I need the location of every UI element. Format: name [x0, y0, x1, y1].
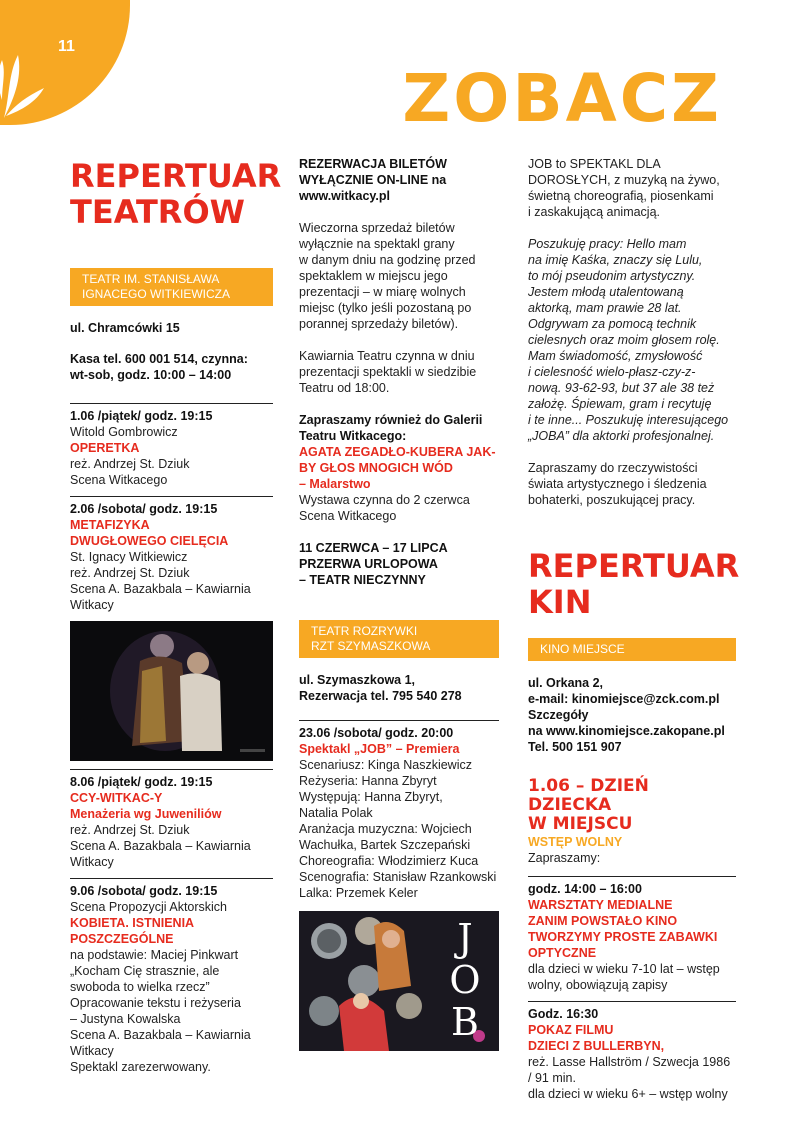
box-office: Kasa tel. 600 001 514, czynna: wt-sob, godz. 10:00 – 14:00 [70, 352, 248, 382]
theatres-title: REPERTUAR TEATRÓW [70, 157, 282, 231]
event-workshops: godz. 14:00 – 16:00 WARSZTATY MEDIALNE ZANIM POWSTAŁO KINO TWORZYMY PROSTE ZABAWKI OPTYCZNE dla dzieci w wieku 7-10 lat – wstęp wolny, obowiązują zapisy [528, 882, 720, 992]
free-entry: WSTĘP WOLNY [528, 835, 623, 849]
section-header: ZOBACZ [402, 60, 722, 137]
rzt-address: ul. Szymaszkowa 1, Rezerwacja tel. 795 540 278 [299, 673, 462, 703]
theatre-rzt-band: TEATR ROZRYWKI RZT SZYMASZKOWA [299, 620, 499, 658]
invitation: Zapraszamy: [528, 851, 601, 865]
wheat-logo-icon [0, 40, 50, 120]
kino-miejsce-band: KINO MIEJSCE [528, 638, 736, 661]
event-kobieta: 9.06 /sobota/ godz. 19:15 Scena Propozycji Aktorskich KOBIETA. ISTNIENIA POSZCZEGÓLNE na podstawie: Maciej Pinkwart „Kocham Cię strasznie, ale swoboda to wielka rzecz” Opracowanie tekstu i reżyseria – Justyna Kowalska Scena A. Bazakbala – Kawiarnia Witkacy Spektakl zarezerwowany. [70, 884, 251, 1074]
column-job-cinema [528, 156, 740, 1102]
reservation-info: REZERWACJA BILETÓW WYŁĄCZNIE ON-LINE na www.witkacy.pl [299, 157, 447, 203]
job-invite: Zapraszamy do rzeczywistości świata artystycznego i śledzenia bohaterki, poszukującej pracy. [528, 461, 707, 507]
event-job: 23.06 /sobota/ godz. 20:00 Spektakl „JOB” – Premiera Scenariusz: Kinga Naszkiewicz Reżyseria: Hanna Zbyryt Występują: Hanna Zbyryt, Natalia Polak Aranżacja muzyczna: Wojciech Wachułka, Bartek Szczepański Choreografia: Włodzimierz Kuca Scenografia: Stanisław Rzankowski Lalka: Przemek Keler [299, 726, 497, 900]
childrens-day-title: 1.06 – DZIEŃ DZIECKA W MIEJSCU [528, 776, 649, 834]
gallery-info: Zapraszamy również do Galerii Teatru Witkacego: AGATA ZEGADŁO-KUBERA JAK- BY GŁOS MNOGICH WÓD – Malarstwo Wystawa czynna do 2 czerwca Scena Witkacego [299, 413, 496, 523]
job-poster [299, 911, 499, 1051]
page-number: 11 [58, 38, 75, 55]
job-quote: Poszukuję pracy: Hello mam na imię Kaśka, znaczy się Lulu, to mój pseudonim artystyczny. Jestem młodą utalentowaną aktorką, mam prawie 28 lat. Odgrywam za pomocą technik cielesnych oraz moim głosem rolę. Mam świadomość, zmysłowość i cielesność wielo-płasz-czy-z- nową. 93-62-93, but 37 ale 38 też założę. Śpiewam, gram i recytuję i te inne... Poszukuję interesującego „JOBA” dla aktorki profesjonalnej. [528, 237, 729, 443]
event-ccy-witkac-y: 8.06 /piątek/ godz. 19:15 CCY-WITKAC-Y Menażeria wg Juweniliów reż. Andrzej St. Dziuk Scena A. Bazakbala – Kawiarnia Witkacy [70, 775, 251, 869]
column-theatre-info [299, 156, 499, 1051]
address: ul. Chramcówki 15 [70, 321, 180, 335]
cafe-text: Kawiarnia Teatru czynna w dniu prezentacji spektakli w siedzibie Teatru od 18:00. [299, 349, 477, 395]
summer-break: 11 CZERWCA – 17 LIPCA PRZERWA URLOPOWA – TEATR NIECZYNNY [299, 541, 448, 587]
event-metafizyka: 2.06 /sobota/ godz. 19:15 METAFIZYKA DWUGŁOWEGO CIELĘCIA St. Ignacy Witkiewicz reż. Andrzej St. Dziuk Scena A. Bazakbala – Kawiarnia Witkacy [70, 502, 251, 612]
column-theatres [70, 157, 282, 1075]
theatre-witkacy-band: TEATR IM. STANISŁAWA IGNACEGO WITKIEWICZA [70, 268, 273, 306]
poster-title: J O B [449, 916, 481, 1044]
cinemas-title: REPERTUAR KIN [528, 547, 740, 621]
cinema-contact: ul. Orkana 2, e-mail: kinomiejsce@zck.com.pl Szczegóły na www.kinomiejsce.zakopane.pl Tel. 500 151 907 [528, 676, 725, 754]
theatre-photo [70, 621, 273, 761]
event-film: Godz. 16:30 POKAZ FILMU DZIECI Z BULLERBYN, reż. Lasse Hallström / Szwecja 1986 / 91 min. dla dzieci w wieku 6+ – wstęp wolny [528, 1007, 731, 1101]
event-operetka: 1.06 /piątek/ godz. 19:15 Witold Gombrowicz OPERETKA reż. Andrzej St. Dziuk Scena Witkacego [70, 409, 213, 487]
evening-sales-text: Wieczorna sprzedaż biletów wyłącznie na spektakl grany w danym dniu na godzinę przed spektaklem w miejscu jego prezentacji – w miarę wolnych miejsc (tylko jeśli pozostaną po porannej sprzedaży biletów). [299, 221, 476, 331]
job-description: JOB to SPEKTAKL DLA DOROSŁYCH, z muzyką na żywo, świetną choreografią, piosenkami i zaskakującą animacją. [528, 157, 720, 219]
